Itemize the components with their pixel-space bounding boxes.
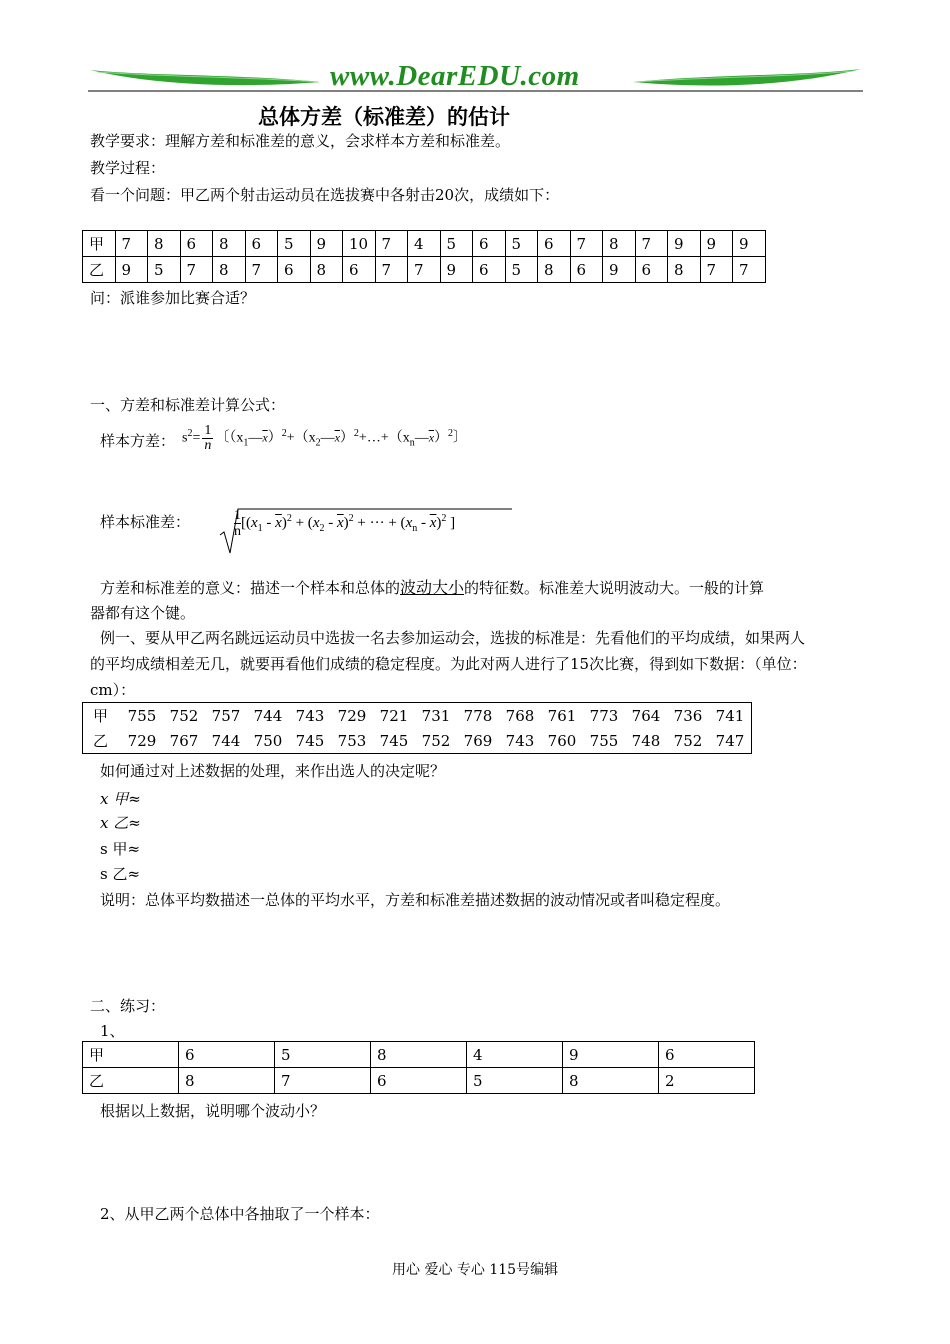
table-cell: 5 (148, 257, 181, 283)
table-cell: 9 (115, 257, 148, 283)
exercise-1-label: 1、 (100, 1022, 125, 1040)
table-cell: 6 (278, 257, 311, 283)
table-cell: 8 (213, 231, 246, 257)
table-cell: 6 (371, 1068, 467, 1094)
meaning-prefix: 方差和标准差的意义：描述一个样本和总体的 (100, 579, 401, 597)
table-cell: 7 (635, 231, 668, 257)
shooting-table (82, 230, 766, 283)
row-label: 甲 (93, 707, 109, 725)
example-line3: cm）： (90, 681, 136, 699)
row-label: 甲 (83, 1042, 179, 1068)
table-cell: 760 (547, 731, 577, 750)
table-cell: 778 (463, 706, 493, 725)
table-cell: 6 (179, 1042, 275, 1068)
table-cell: 8 (179, 1068, 275, 1094)
table-cell: 753 (337, 731, 367, 750)
mean-jia: x 甲≈ (100, 790, 141, 808)
table-cell: 5 (275, 1042, 371, 1068)
s-jia: s 甲≈ (100, 840, 141, 858)
table-cell: 755 (589, 731, 619, 750)
table-cell: 750 (253, 731, 283, 750)
table-cell: 6 (659, 1042, 755, 1068)
table-cell: 7 (733, 257, 766, 283)
table-cell: 7 (245, 257, 278, 283)
table-row (83, 1068, 755, 1094)
table-cell: 8 (148, 231, 181, 257)
table-cell: 7 (700, 257, 733, 283)
table-cell: 748 (631, 731, 661, 750)
table-cell: 752 (421, 731, 451, 750)
table-cell: 768 (505, 706, 535, 725)
table-cell: 6 (473, 231, 506, 257)
example-line1: 例一、要从甲乙两名跳远运动员中选拔一名去参加运动会，选拔的标准是：先看他们的平均成绩，如果两人 (100, 629, 806, 647)
table-cell: 6 (635, 257, 668, 283)
exercise-2-text: 2、从甲乙两个总体中各抽取了一个样本： (100, 1205, 380, 1223)
table-row (83, 1042, 755, 1068)
table-cell: 7 (275, 1068, 371, 1094)
table-cell: 8 (603, 231, 636, 257)
table-cell: 6 (473, 257, 506, 283)
table-cell: 5 (440, 231, 473, 257)
meaning-highlight: 波动大小 (400, 578, 465, 597)
table-cell: 9 (310, 231, 343, 257)
variance-label: 样本方差： (100, 432, 176, 450)
table-cell: 752 (169, 706, 199, 725)
table-row (83, 728, 752, 754)
problem-statement: 看一个问题：甲乙两个射击运动员在选拔赛中各射击20次，成绩如下： (90, 186, 560, 204)
s-yi: s 乙≈ (100, 865, 141, 883)
question-text: 问：派谁参加比赛合适？ (90, 289, 256, 307)
exercise-1-question: 根据以上数据，说明哪个波动小？ (100, 1102, 326, 1120)
table-cell: 5 (505, 231, 538, 257)
table-cell: 6 (180, 231, 213, 257)
row-label: 乙 (83, 1068, 179, 1094)
table-cell: 743 (505, 731, 535, 750)
table-cell: 743 (295, 706, 325, 725)
page-footer: 用心 爱心 专心 115号编辑 (392, 1262, 559, 1278)
table-cell: 761 (547, 706, 577, 725)
table-cell: 8 (538, 257, 571, 283)
table-cell: 755 (127, 706, 157, 725)
table-cell: 729 (337, 706, 367, 725)
stddev-formula: $\frac{1}{n}$ [$(x_1 - \overline{x})^2 + (x_2 - \overline{x})^2$ + ··· + $(x_n - \overline{x})^2$ ] (234, 508, 456, 539)
table-cell: 731 (421, 706, 451, 725)
meaning-suffix: 的特征数。标准差大说明波动大。一般的计算 (464, 579, 765, 597)
table-cell: 6 (570, 257, 603, 283)
table-cell: 4 (408, 231, 441, 257)
table-cell: 744 (211, 731, 241, 750)
table-cell: 744 (253, 706, 283, 725)
exercise-table (82, 1041, 755, 1094)
table-cell: 8 (668, 257, 701, 283)
section2-heading: 二、练习： (90, 997, 166, 1015)
site-logo-text: www.DearEDU.com (330, 60, 580, 92)
explanation-note: 说明：总体平均数描述一总体的平均水平，方差和标准差描述数据的波动情况或者叫稳定程度。 (100, 891, 731, 909)
table-cell: 764 (631, 706, 661, 725)
decision-question: 如何通过对上述数据的处理，来作出选人的决定呢？ (100, 762, 446, 780)
example-line2: 的平均成绩相差无几，就要再看他们成绩的稳定程度。为此对两人进行了15次比赛，得到如下数据：（单位： (90, 655, 807, 673)
meaning-text (100, 575, 764, 598)
table-cell: 741 (715, 706, 745, 725)
table-cell: 5 (505, 257, 538, 283)
table-row (83, 231, 766, 257)
table-cell: 9 (440, 257, 473, 283)
table-cell: 7 (180, 257, 213, 283)
table-cell: 5 (467, 1068, 563, 1094)
table-cell: 736 (673, 706, 703, 725)
table-cell: 7 (115, 231, 148, 257)
table-cell: 6 (245, 231, 278, 257)
table-cell: 773 (589, 706, 619, 725)
section1-heading: 一、方差和标准差计算公式： (90, 396, 286, 414)
table-cell: 9 (668, 231, 701, 257)
table-cell: 769 (463, 731, 493, 750)
table-cell: 5 (278, 231, 311, 257)
table-cell: 8 (563, 1068, 659, 1094)
table-cell: 8 (371, 1042, 467, 1068)
table-cell: 745 (295, 731, 325, 750)
teaching-process: 教学过程： (90, 159, 166, 177)
row-label: 乙 (83, 257, 116, 283)
table-row (83, 703, 752, 729)
table-cell: 4 (467, 1042, 563, 1068)
table-cell: 7 (570, 231, 603, 257)
table-cell: 767 (169, 731, 199, 750)
table-cell: 729 (127, 731, 157, 750)
stddev-label: 样本标准差： (100, 513, 191, 531)
table-cell: 9 (603, 257, 636, 283)
table-cell: 747 (715, 731, 745, 750)
table-cell: 10 (343, 231, 376, 257)
table-cell: 6 (538, 231, 571, 257)
table-cell: 9 (733, 231, 766, 257)
left-leaf-decoration (90, 70, 320, 85)
table-cell: 757 (211, 706, 241, 725)
table-row (83, 257, 766, 283)
table-cell: 8 (310, 257, 343, 283)
table-cell: 8 (213, 257, 246, 283)
row-label: 甲 (83, 231, 116, 257)
table-cell: 2 (659, 1068, 755, 1094)
variance-formula: $s^2=$ $\frac{1}{n}$ 〔$(x_1—\overline{x})^2+(x_2—\overline{x})^2+\dots+(x_n—\overline{x})^2$〕 (182, 423, 468, 453)
jump-table (82, 702, 752, 754)
table-cell: 6 (343, 257, 376, 283)
table-cell: 745 (379, 731, 409, 750)
table-cell: 9 (700, 231, 733, 257)
table-cell: 721 (379, 706, 409, 725)
table-cell: 7 (375, 231, 408, 257)
table-cell: 752 (673, 731, 703, 750)
teaching-requirement: 教学要求：理解方差和标准差的意义，会求样本方差和标准差。 (90, 132, 511, 150)
table-cell: 9 (563, 1042, 659, 1068)
row-label: 乙 (93, 732, 109, 750)
table-cell: 7 (375, 257, 408, 283)
page-title: 总体方差（标准差）的估计 (258, 104, 510, 129)
meaning-line2: 器都有这个键。 (90, 604, 196, 622)
mean-yi: x 乙≈ (100, 814, 141, 832)
table-cell: 7 (408, 257, 441, 283)
